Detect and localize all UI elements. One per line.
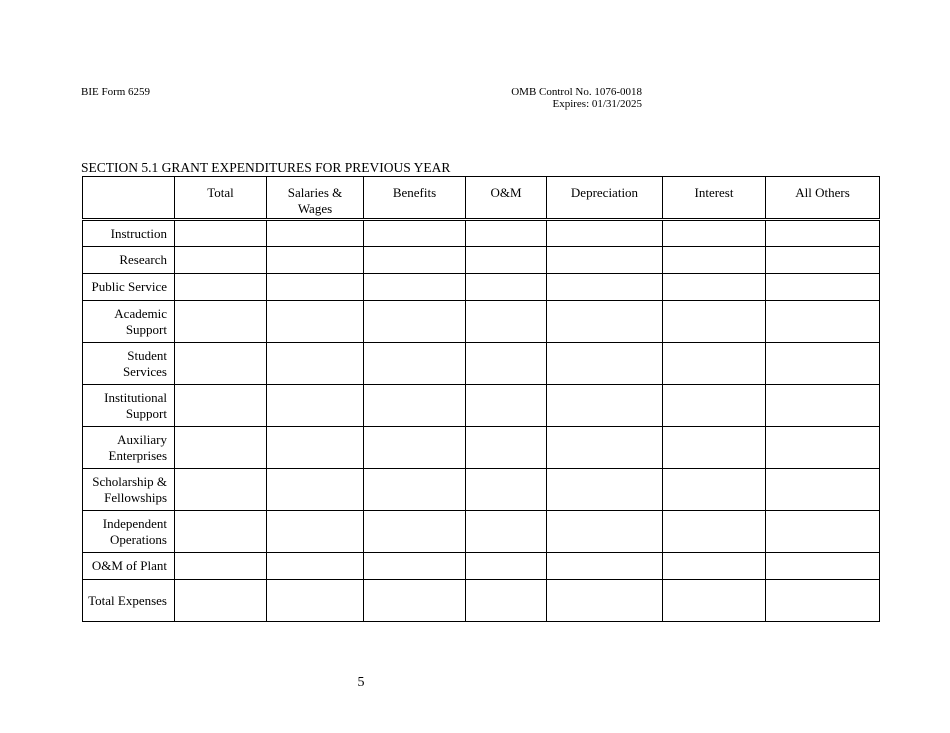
input-cell[interactable]: [267, 580, 364, 622]
input-cell[interactable]: [267, 469, 364, 511]
table-row: [83, 553, 880, 580]
input-cell[interactable]: [766, 553, 880, 580]
table-row: [83, 427, 880, 469]
column-header: Total: [175, 177, 267, 220]
input-cell[interactable]: [766, 580, 880, 622]
column-header: Depreciation: [547, 177, 663, 220]
input-cell[interactable]: [766, 385, 880, 427]
table-row: [83, 511, 880, 553]
table-row: [83, 469, 880, 511]
input-cell[interactable]: [175, 247, 267, 274]
input-cell[interactable]: [175, 220, 267, 247]
column-header: Benefits: [364, 177, 466, 220]
row-label: Auxiliary Enterprises: [83, 427, 175, 469]
input-cell[interactable]: [175, 511, 267, 553]
corner-cell: [83, 177, 175, 220]
column-header: Salaries & Wages: [267, 177, 364, 220]
input-cell[interactable]: [663, 469, 766, 511]
row-label: Scholarship & Fellowships: [83, 469, 175, 511]
input-cell[interactable]: [364, 511, 466, 553]
form-number: BIE Form 6259: [81, 86, 151, 98]
input-cell[interactable]: [364, 385, 466, 427]
input-cell[interactable]: [547, 580, 663, 622]
row-label: Public Service: [83, 274, 175, 301]
input-cell[interactable]: [175, 274, 267, 301]
column-header: O&M: [466, 177, 547, 220]
input-cell[interactable]: [547, 343, 663, 385]
input-cell[interactable]: [267, 343, 364, 385]
input-cell[interactable]: [547, 553, 663, 580]
input-cell[interactable]: [547, 511, 663, 553]
row-label: Independent Operations: [83, 511, 175, 553]
input-cell[interactable]: [547, 247, 663, 274]
input-cell[interactable]: [466, 511, 547, 553]
omb-control-number: OMB Control No. 1076-0018: [511, 86, 642, 98]
input-cell[interactable]: [663, 511, 766, 553]
input-cell[interactable]: [364, 580, 466, 622]
table-row: [83, 343, 880, 385]
input-cell[interactable]: [364, 427, 466, 469]
input-cell[interactable]: [175, 343, 267, 385]
input-cell[interactable]: [466, 580, 547, 622]
input-cell[interactable]: [175, 580, 267, 622]
input-cell[interactable]: [466, 385, 547, 427]
input-cell[interactable]: [766, 247, 880, 274]
input-cell[interactable]: [766, 274, 880, 301]
input-cell[interactable]: [663, 343, 766, 385]
input-cell[interactable]: [663, 220, 766, 247]
input-cell[interactable]: [663, 274, 766, 301]
input-cell[interactable]: [267, 385, 364, 427]
expenditures-table: [82, 176, 880, 622]
input-cell[interactable]: [267, 427, 364, 469]
input-cell[interactable]: [663, 301, 766, 343]
page-number: 5: [357, 675, 365, 690]
column-header: All Others: [766, 177, 880, 220]
input-cell[interactable]: [663, 553, 766, 580]
input-cell[interactable]: [175, 427, 267, 469]
input-cell[interactable]: [466, 220, 547, 247]
input-cell[interactable]: [547, 385, 663, 427]
input-cell[interactable]: [547, 274, 663, 301]
omb-block: [460, 86, 642, 110]
input-cell[interactable]: [466, 274, 547, 301]
input-cell[interactable]: [175, 301, 267, 343]
input-cell[interactable]: [267, 301, 364, 343]
input-cell[interactable]: [466, 301, 547, 343]
input-cell[interactable]: [766, 511, 880, 553]
input-cell[interactable]: [766, 427, 880, 469]
table-row: [83, 580, 880, 622]
table-row: [83, 274, 880, 301]
input-cell[interactable]: [175, 469, 267, 511]
input-cell[interactable]: [466, 343, 547, 385]
input-cell[interactable]: [547, 427, 663, 469]
row-label: Student Services: [83, 343, 175, 385]
input-cell[interactable]: [466, 553, 547, 580]
input-cell[interactable]: [364, 220, 466, 247]
input-cell[interactable]: [267, 553, 364, 580]
input-cell[interactable]: [364, 343, 466, 385]
input-cell[interactable]: [175, 553, 267, 580]
input-cell[interactable]: [466, 427, 547, 469]
input-cell[interactable]: [663, 580, 766, 622]
input-cell[interactable]: [267, 274, 364, 301]
table-row: [83, 220, 880, 247]
input-cell[interactable]: [175, 385, 267, 427]
input-cell[interactable]: [364, 274, 466, 301]
input-cell[interactable]: [466, 247, 547, 274]
input-cell[interactable]: [547, 220, 663, 247]
header-row: [83, 177, 880, 220]
input-cell[interactable]: [267, 511, 364, 553]
table-row: [83, 301, 880, 343]
input-cell[interactable]: [663, 427, 766, 469]
input-cell[interactable]: [663, 247, 766, 274]
row-label: Research: [83, 247, 175, 274]
row-label: Academic Support: [83, 301, 175, 343]
row-label: Total Expenses: [83, 580, 175, 622]
row-label: Instruction: [83, 220, 175, 247]
input-cell[interactable]: [766, 469, 880, 511]
table-row: [83, 385, 880, 427]
input-cell[interactable]: [267, 247, 364, 274]
input-cell[interactable]: [364, 469, 466, 511]
input-cell[interactable]: [766, 301, 880, 343]
row-label: O&M of Plant: [83, 553, 175, 580]
input-cell[interactable]: [766, 220, 880, 247]
input-cell[interactable]: [364, 247, 466, 274]
input-cell[interactable]: [364, 301, 466, 343]
column-header: Interest: [663, 177, 766, 220]
expiration-date: Expires: 01/31/2025: [552, 98, 642, 110]
row-label: Institutional Support: [83, 385, 175, 427]
section-title: SECTION 5.1 GRANT EXPENDITURES FOR PREVIOUS YEAR: [81, 160, 451, 175]
input-cell[interactable]: [466, 469, 547, 511]
table-row: [83, 247, 880, 274]
input-cell[interactable]: [663, 385, 766, 427]
input-cell[interactable]: [267, 220, 364, 247]
input-cell[interactable]: [364, 553, 466, 580]
input-cell[interactable]: [547, 301, 663, 343]
input-cell[interactable]: [766, 343, 880, 385]
input-cell[interactable]: [547, 469, 663, 511]
